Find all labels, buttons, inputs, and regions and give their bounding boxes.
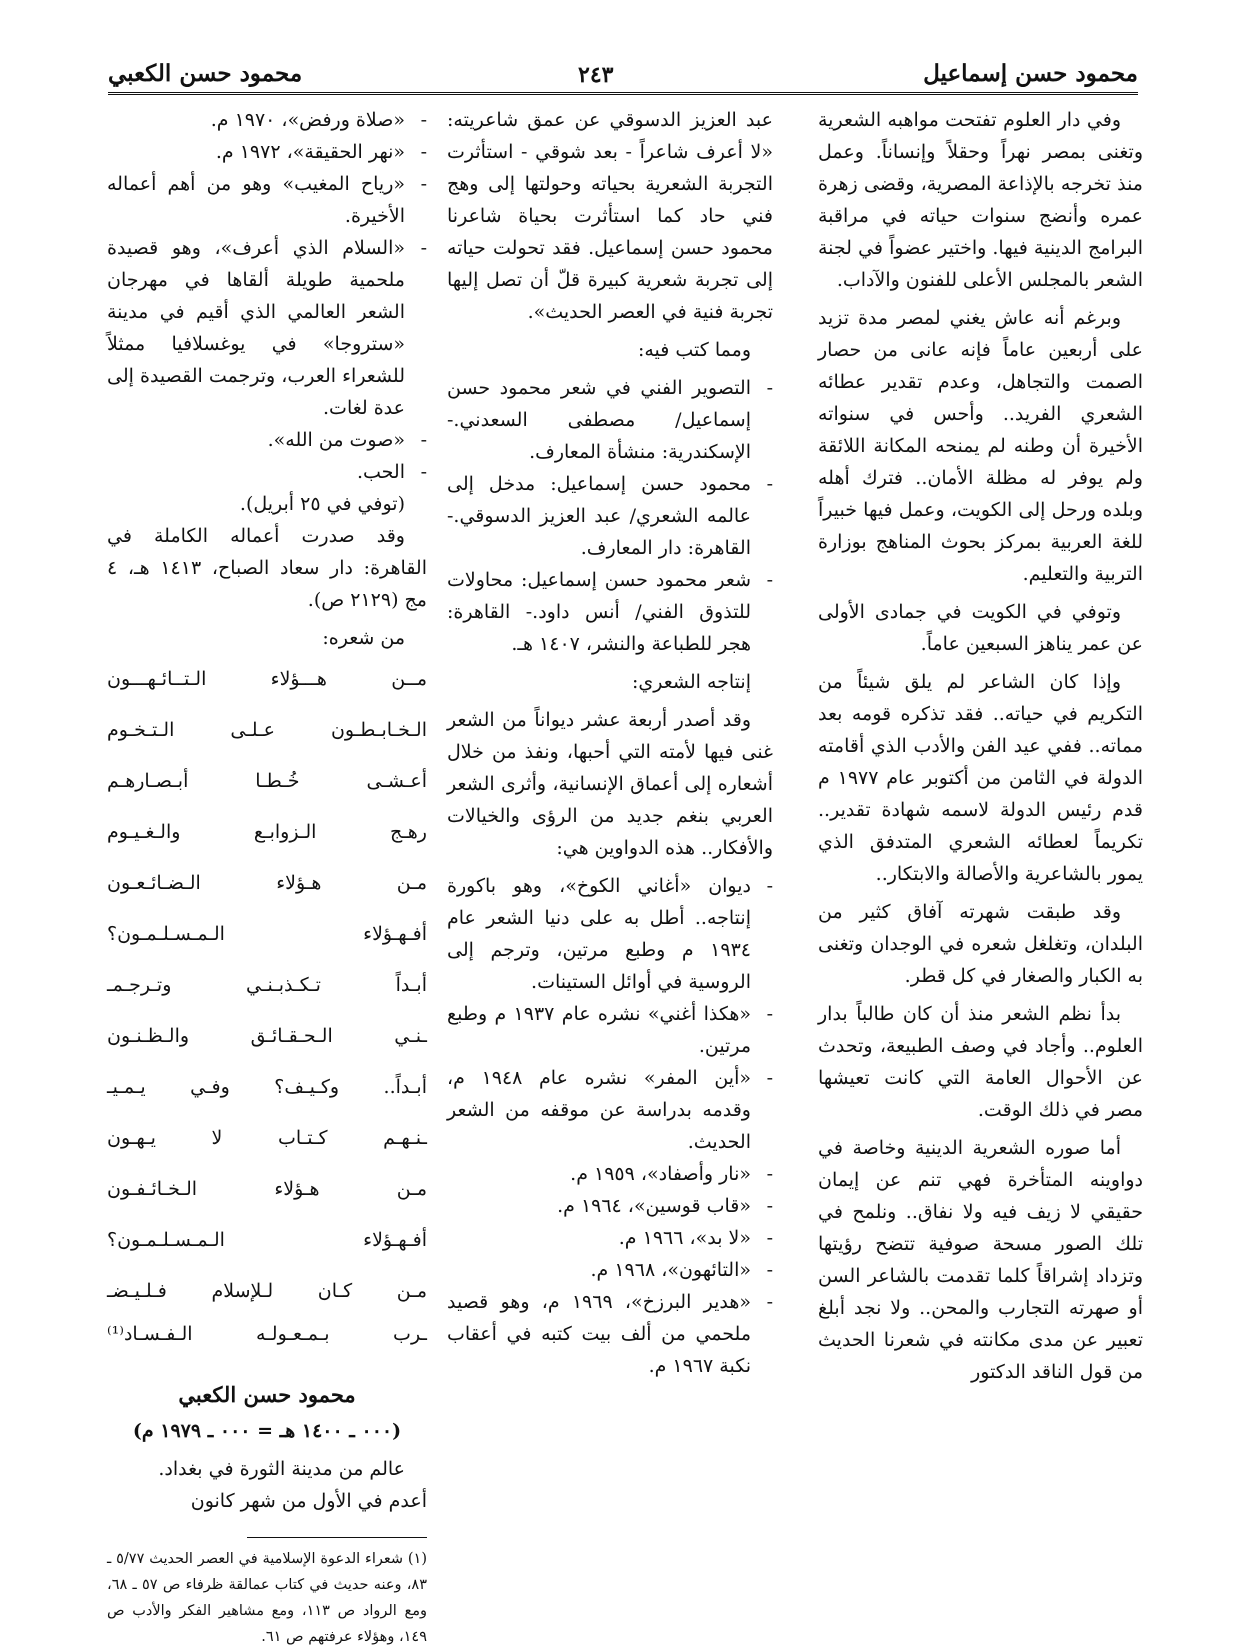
poem-line: أفـهـؤلاء الـمـسـلـمـون؟ <box>107 923 427 945</box>
poem-line: مــن هـــؤلاء الـتــائـهـــون <box>107 668 427 690</box>
poem-line: ـنـي الـحـقـائـق والـظـنـون <box>107 1025 427 1047</box>
diwan-item: - «لا بد»، ١٩٦٦ م. <box>447 1222 773 1254</box>
poem-line: رهـج الـزوابـع والـغـيـوم <box>107 821 427 843</box>
diwan-item: - «نار وأصفاد»، ١٩٥٩ م. <box>447 1158 773 1190</box>
bibliography-item: - محمود حسن إسماعيل: مدخل إلى عالمه الشعري/ عبد العزيز الدسوقي.- القاهرة: دار المعارف. <box>447 468 773 564</box>
poem-line: مـن كـان لـلإسلام فـلـيـضـ <box>107 1280 427 1302</box>
paragraph: وإذا كان الشاعر لم يلق شيئاً من التكريم في حياته.. فقد تذكره قومه بعد مماته.. ففي عيد الفن والأدب الذي أقامته الدولة في الثامن من أكتوبر عام ١٩٧٧ م قدم رئيس الدولة لاسمه شهادة تقدير.. تكريماً لعطائه الشعري المتدفق الذي يمور بالشاعرية والأصالة والابتكار.. <box>818 671 1143 885</box>
death-note: (توفي في ٢٥ أبريل). <box>239 493 405 515</box>
diwan-item: - «نهر الحقيقة»، ١٩٧٢ م. <box>107 136 427 168</box>
diwan-item: - «السلام الذي أعرف»، وهو قصيدة ملحمية طويلة ألقاها في مهرجان الشعر العالمي الذي أقيم في مدينة «ستروجا» في يوغسلافيا ممثلاً للشعراء العرب، وترجمت القصيدة إلى عدة لغات. <box>107 232 427 424</box>
poem <box>107 654 427 1351</box>
poem-line: ـنـهـم كـتـاب لا يـهـون <box>107 1127 427 1149</box>
diwan-item: - ديوان «أغاني الكوخ»، وهو باكورة إنتاجه.. أطل به على دنيا الشعر عام ١٩٣٤ م وطبع مرتين، وترجم إلى الروسية في أوائل الستينات. <box>447 870 773 998</box>
diwan-item: - «هكذا أغني» نشره عام ١٩٣٧ م وطبع مرتين. <box>447 998 773 1062</box>
section-dates: (٠٠٠ ـ ١٤٠٠ هـ = ٠٠٠ ـ ١٩٧٩ م) <box>132 1420 402 1442</box>
poem-line: أبـداً.. وكـيـف؟ وفـي يـمـيـ <box>107 1076 427 1098</box>
diwan-item: - «التائهون»، ١٩٦٨ م. <box>447 1254 773 1286</box>
diwan-item: - «أين المفر» نشره عام ١٩٤٨ م، وقدمه بدراسة عن موقفه من الشعر الحديث. <box>447 1062 773 1158</box>
paragraph: عالم من مدينة الثورة في بغداد. <box>158 1458 405 1480</box>
paragraph: أما صوره الشعرية الدينية وخاصة في دواوينه المتأخرة فهي تنم عن إيمان حقيقي لا زيف فيه ولا نفاق.. ونلمح في تلك الصور مسحة صوفية تتضح رؤيتها وتزداد إشراقاً كلما تقدمت بالشاعر السن أو صهرته التجارب والمحن.. ولا نجد أبلغ تعبير عن مدى مكانته في شعرنا الحديث من قول الناقد الدكتور <box>818 1137 1143 1383</box>
bibliography-item: - شعر محمود حسن إسماعيل: محاولات للتذوق الفني/ أنس داود.- القاهرة: هجر للطباعة والنشر، ١٤٠٧ هـ. <box>447 564 773 660</box>
paragraph: وتوفي في الكويت في جمادى الأولى عن عمر يناهز السبعين عاماً. <box>818 601 1143 655</box>
paragraph: وقد طبقت شهرته آفاق كثير من البلدان، وتغلغل شعره في الوجدان وتغنى به الكبار والصغار في كل قطر. <box>818 901 1143 987</box>
paragraph: بدأ نظم الشعر منذ أن كان طالباً بدار العلوم.. وأجاد في وصف الطبيعة، وتحدث عن الأحوال العامة التي كانت تعيشها مصر في ذلك الوقت. <box>818 1003 1143 1121</box>
poem-line: الـخـابـطـون عـلـى الـتـخـوم <box>107 719 427 741</box>
diwan-item: - «قاب قوسين»، ١٩٦٤ م. <box>447 1190 773 1222</box>
complete-works-note: وقد صدرت أعماله الكاملة في القاهرة: دار سعاد الصباح، ١٤١٣ هـ، ٤ مج (٢١٢٩ ص). <box>107 525 427 611</box>
footnote-rule <box>247 1537 427 1538</box>
poem-line: أعـشـى خُـطـا أبـصـارهـم <box>107 770 427 792</box>
poem-line: أفـهـؤلاء الـمـسـلـمـون؟ <box>107 1229 427 1251</box>
column-right <box>818 104 1143 1604</box>
diwan-item: - «صلاة ورفض»، ١٩٧٠ م. <box>107 104 427 136</box>
written-about-label: ومما كتب فيه: <box>637 339 751 361</box>
diwan-item: - الحب. <box>107 456 427 488</box>
bibliography-item: - التصوير الفني في شعر محمود حسن إسماعيل/ مصطفى السعدني.- الإسكندرية: منشأة المعارف. <box>447 372 773 468</box>
poem-line: مـن هـؤلاء الـخـائـفـون <box>107 1178 427 1200</box>
footnote: (١) شعراء الدعوة الإسلامية في العصر الحديث ٥/٧٧ ـ ٨٣، وعنه حديث في كتاب عمالقة ظرفاء ص ٥٧ ـ ٦٨، ومع الرواد ص ١١٣، ومع مشاهير الفكر والأدب ص ١٤٩، وهؤلاء عرفتهم ص ٦١. <box>107 1551 428 1645</box>
poem-line: أبـداً تـكـذبـنـي وتـرجـمـ <box>107 974 427 996</box>
diwan-item: - «رياح المغيب» وهو من أهم أعماله الأخيرة. <box>107 168 427 232</box>
poem-label: من شعره: <box>322 627 405 649</box>
poem-line: ـرب بـمـعـولـه الـفـسـاد⁽¹⁾ <box>107 1323 427 1345</box>
paragraph: أعدم في الأول من شهر كانون <box>190 1490 427 1512</box>
page-header <box>108 52 1138 96</box>
production-label: إنتاجه الشعري: <box>631 671 751 693</box>
section-title: محمود حسن الكعبي <box>178 1382 356 1407</box>
paragraph: وقد أصدر أربعة عشر ديواناً من الشعر غنى فيها لأمته التي أحبها، ونفذ من خلال أشعاره إلى أعماق الإنسانية، وأثرى الشعر العربي بنغم جديد من الرؤى والخيالات والأفكار.. هذه الدواوين هي: <box>447 709 773 859</box>
page-number: ٢٤٣ <box>578 62 614 88</box>
running-title-right: محمود حسن إسماعيل <box>923 60 1138 87</box>
paragraph: وبرغم أنه عاش يغني لمصر مدة تزيد على أربعين عاماً فإنه عانى من حصار الصمت والتجاهل، وعدم تقدير عطائه الشعري الفريد.. وأحس في سنواته الأخيرة أن وطنه لم يمنحه المكانة اللائقة ولم يوفر له مظلة الأمان.. فترك أهله وبلده ورحل إلى الكويت، وعمل فيها خبيراً للغة العربية بمركز بحوث المناهج بوزارة التربية والتعليم. <box>818 307 1143 585</box>
diwan-item: - «هدير البرزخ»، ١٩٦٩ م، وهو قصيد ملحمي من ألف بيت كتبه في أعقاب نكبة ١٩٦٧ م. <box>447 1286 773 1382</box>
paragraph: عبد العزيز الدسوقي عن عمق شاعريته: «لا أعرف شاعراً - بعد شوقي - استأثرت التجربة الشعرية بحياته وحولتها إلى وهج فني حاد كما استأثرت بحياة شاعرنا محمود حسن إسماعيل. فقد تحولت حياته إلى تجربة شعرية كبيرة قلّ أن تصل إليها تجربة فنية في العصر الحديث». <box>447 109 773 323</box>
poem-line: مـن هـؤلاء الـضـائـعـون <box>107 872 427 894</box>
column-left <box>107 104 428 1645</box>
running-title-left: محمود حسن الكعبي <box>108 60 303 87</box>
paragraph: وفي دار العلوم تفتحت مواهبه الشعرية وتغنى بمصر نهراً وحقلاً وإنساناً. وعمل منذ تخرجه بالإذاعة المصرية، وقضى زهرة عمره وأنضج سنوات حياته في مراقبة البرامج الدينية فيها. واختير عضواً في لجنة الشعر بالمجلس الأعلى للفنون والآداب. <box>818 109 1143 291</box>
diwan-item: - «صوت من الله». <box>107 424 427 456</box>
header-rule <box>108 92 1138 95</box>
column-middle <box>447 104 773 1604</box>
